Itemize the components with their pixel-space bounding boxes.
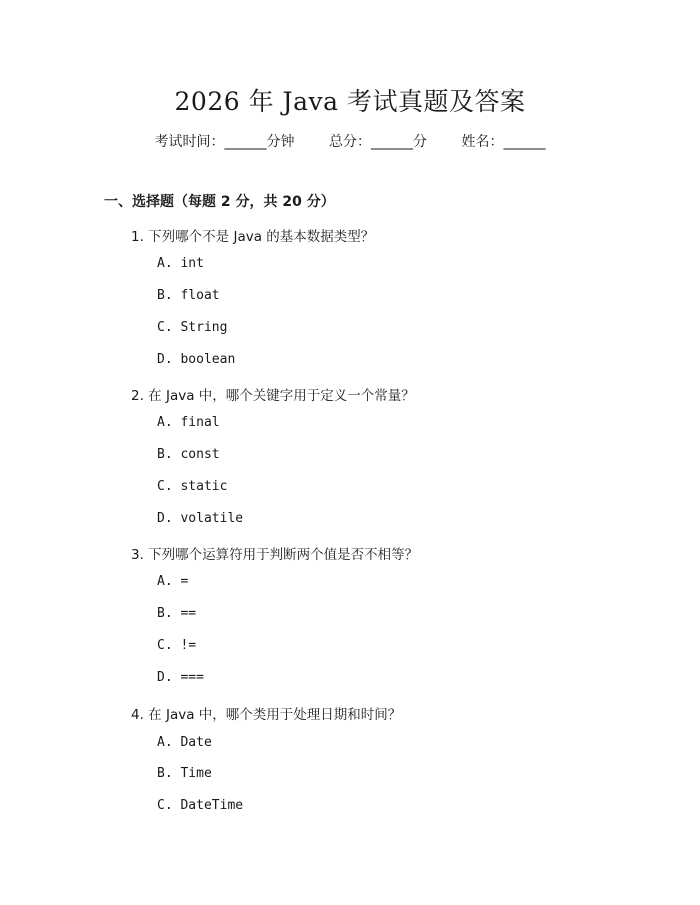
q3-option-a: A. = <box>157 574 189 589</box>
section-heading: 一、选择题（每题 2 分，共 20 分） <box>104 194 335 210</box>
q3-option-b: B. == <box>157 606 197 621</box>
page-title: 2026 年 Java 考试真题及答案 <box>174 87 526 116</box>
question-1: 1. 下列哪个不是 Java 的基本数据类型？ <box>131 229 375 245</box>
q2-option-d: D. volatile <box>157 511 244 526</box>
q1-option-a: A. int <box>157 256 204 271</box>
q4-option-a: A. Date <box>157 735 212 750</box>
total-score-field: 总分：______分 <box>329 134 427 150</box>
q1-option-d: D. boolean <box>157 352 236 367</box>
q2-option-b: B. const <box>157 447 220 462</box>
q2-option-a: A. final <box>157 415 220 430</box>
exam-meta <box>0 131 700 151</box>
q3-option-c: C. != <box>157 638 197 653</box>
q1-option-b: B. float <box>157 288 220 303</box>
q4-option-c: C. DateTime <box>157 798 244 813</box>
name-field: 姓名：______ <box>461 134 546 150</box>
exam-time-field: 考试时间：______分钟 <box>154 134 295 150</box>
question-4: 4. 在 Java 中，哪个类用于处理日期和时间？ <box>131 707 402 723</box>
question-2: 2. 在 Java 中，哪个关键字用于定义一个常量？ <box>131 388 415 404</box>
q1-option-c: C. String <box>157 320 228 335</box>
question-3: 3. 下列哪个运算符用于判断两个值是否不相等？ <box>131 547 419 563</box>
q3-option-d: D. === <box>157 670 204 685</box>
q4-option-b: B. Time <box>157 766 212 781</box>
q2-option-c: C. static <box>157 479 228 494</box>
